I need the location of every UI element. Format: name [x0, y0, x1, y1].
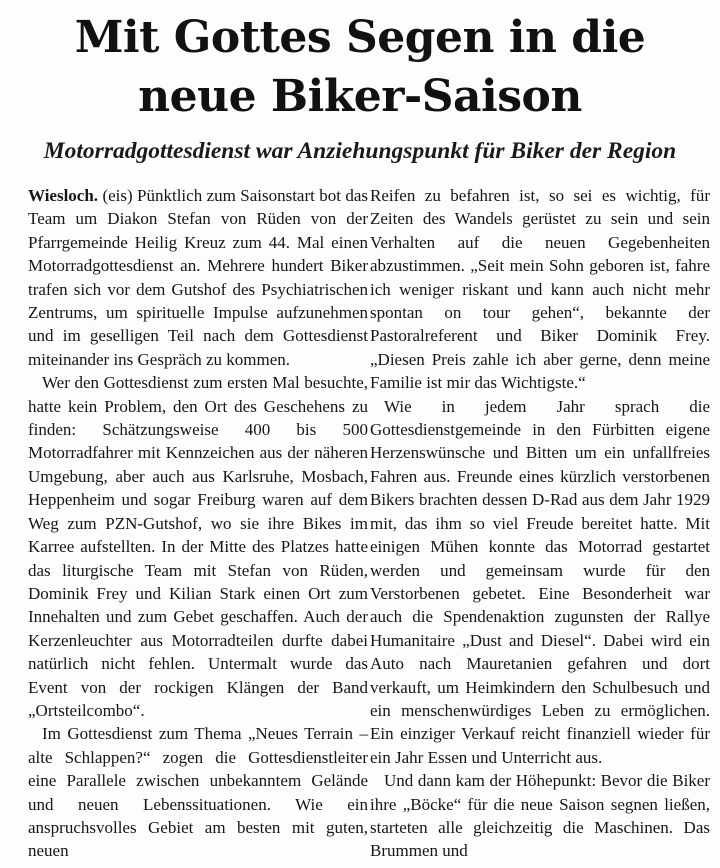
article-column-2	[370, 184, 710, 863]
headline-line-2: neue Biker-Saison	[138, 71, 582, 122]
paragraph-4: Reifen zu befahren ist, so sei es wichtig, für Zeiten des Wandels gerüstet zu sein und sein Verhalten auf die neuen Gegebenheiten abzustimmen. „Seit mein Sohn geboren ist, fahre ich weniger riskant und kann auch nicht mehr spontan on tour gehen“, bekannte der Pastoralreferent und Biker Dominik Frey. „Diesen Preis zahle ich aber gerne, denn meine Familie ist mir das Wichtigste.“	[370, 186, 710, 393]
paragraph-1-text: (eis) Pünktlich zum Saisonstart bot das Team um Diakon Stefan von Rüden von der Pfarrgemeinde Heilig Kreuz zum 44. Mal einen Motorradgottesdienst an. Mehrere hundert Biker trafen sich vor dem Gutshof des Psychiatrischen Zentrums, um spirituelle Impulse aufzunehmen und im geselligen Teil nach dem Gottesdienst miteinander ins Gespräch zu kommen.	[28, 186, 368, 369]
headline-line-1: Mit Gottes Segen in die	[74, 12, 646, 63]
subheadline: Motorradgottesdienst war Anziehungspunkt für Biker der Region	[43, 138, 677, 164]
paragraph-2: Wer den Gottesdienst zum ersten Mal besuchte, hatte kein Problem, den Ort des Geschehens zu finden: Schätzungsweise 400 bis 500 Motorradfahrer mit Kennzeichen aus der näheren Umgebung, aber auch aus Karlsruhe, Mosbach, Heppenheim und sogar Freiburg waren auf dem Weg zum PZN-Gutshof, wo sie ihre Bikes im Karree aufstellten. In der Mitte des Platzes hatte das liturgische Team mit Stefan von Rüden, Dominik Frey und Kilian Stark einen Ort zum Innehalten und zum Gebet geschaffen. Auch der Kerzenleuchter aus Motorradteilen durfte dabei natürlich nicht fehlen. Untermalt wurde das Event von der rockigen Klängen der Band „Ortsteilcombo“.	[28, 373, 368, 720]
article-column-1	[28, 184, 368, 863]
dateline: Wiesloch.	[28, 186, 99, 205]
headline	[0, 8, 720, 126]
paragraph-6: Und dann kam der Höhepunkt: Bevor die Biker ihre „Böcke“ für die neue Saison segnen ließen, starteten alle gleichzeitig die Maschinen. Das Brummen und	[370, 771, 710, 861]
paragraph-1	[28, 184, 368, 371]
paragraph-5: Wie in jedem Jahr sprach die Gottesdienstgemeinde in den Fürbitten eigene Herzenswünsche und Bitten um ein unfallfreies Fahren aus. Freunde eines kürzlich verstorbenen Bikers brachten dessen D-Rad aus dem Jahr 1929 mit, das ihm so viel Freude bereitet hatte. Mit einigen Mühen konnte das Motorrad gestartet werden und gemeinsam wurde für den Verstorbenen gebetet. Eine Besonderheit war auch die Spendenaktion zugunsten der Rallye Humanitaire „Dust and Diesel“. Dabei wird ein Auto nach Mauretanien gefahren und dort verkauft, um Heimkindern den Schulbesuch und ein menschenwürdiges Leben zu ermöglichen. Ein einziger Verkauf reicht finanziell wieder für ein Jahr Essen und Unterricht aus.	[370, 396, 710, 767]
paragraph-3: Im Gottesdienst zum Thema „Neues Terrain – alte Schlappen?“ zogen die Gottesdienstleiter eine Parallele zwischen unbekanntem Gelände und neuen Lebenssituationen. Wie ein anspruchsvolles Gebiet am besten mit guten, neuen	[28, 724, 368, 861]
